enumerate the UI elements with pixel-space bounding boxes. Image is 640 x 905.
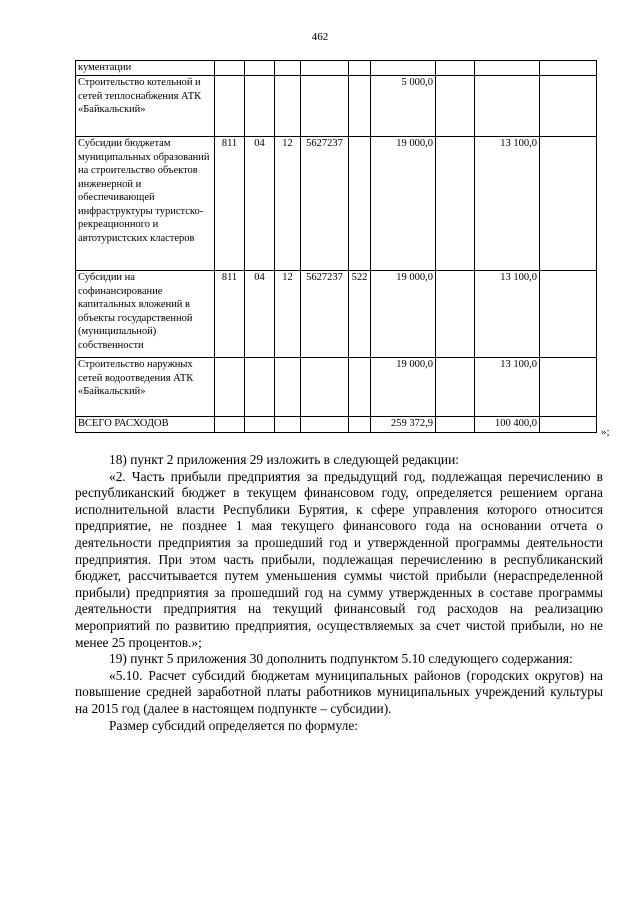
row-name-cell: Строительство котельной и сетей теплоснабжения АТК «Байкальский» xyxy=(76,76,215,137)
table-cell-c2: 04 xyxy=(245,137,275,271)
table-cell-v2 xyxy=(475,76,540,137)
table-cell-c1: 811 xyxy=(215,137,245,271)
row-name-cell: Субсидии бюджетам муниципальных образований на строительство объектов инженерной и обеспечивающей инфраструктуры туристско-рекреационного и автотуристских кластеров xyxy=(76,137,215,271)
table-cell-empty xyxy=(436,61,475,76)
table-cell-c2: 04 xyxy=(245,271,275,358)
table-cell-v1: 19 000,0 xyxy=(371,358,436,417)
table-cell-c1: 811 xyxy=(215,271,245,358)
table-cell-c3 xyxy=(275,417,301,433)
table-cell-v1: 5 000,0 xyxy=(371,76,436,137)
paragraph: «5.10. Расчет субсидий бюджетам муниципальных районов (городских округов) на повышение средней заработной платы работников муниципальных учреждений культуры на 2015 год (далее в настоящем подпункте – субсидии). xyxy=(75,667,603,716)
row-name-cell: кументации xyxy=(76,61,215,76)
paragraph: Размер субсидий определяется по формуле: xyxy=(109,717,358,733)
budget-table xyxy=(75,60,597,433)
table-row xyxy=(76,417,597,433)
body-text xyxy=(75,452,603,734)
table-cell-v1: 19 000,0 xyxy=(371,271,436,358)
table-cell-c4 xyxy=(301,358,349,417)
table-cell-c3 xyxy=(275,76,301,137)
table-cell-c4 xyxy=(301,76,349,137)
table-cell-c2 xyxy=(245,76,275,137)
table-cell-v3 xyxy=(540,417,597,433)
table-cell-c5 xyxy=(349,61,371,76)
table-cell-v3 xyxy=(540,76,597,137)
table-closing-quote: »; xyxy=(601,426,610,438)
table-cell-empty xyxy=(436,76,475,137)
table-cell-v3 xyxy=(540,61,597,76)
paragraph: 19) пункт 5 приложения 30 дополнить подпунктом 5.10 следующего содержания: xyxy=(109,651,573,667)
table-cell-c1 xyxy=(215,417,245,433)
table-cell-empty xyxy=(436,417,475,433)
table-cell-c1 xyxy=(215,358,245,417)
table-cell-c4 xyxy=(301,417,349,433)
table-cell-v2: 100 400,0 xyxy=(475,417,540,433)
paragraph: «2. Часть прибыли предприятия за предыдущий год, подлежащая перечислению в республиканский бюджет в текущем финансовом году, определяется решением органа исполнительной власти Республики Бурятия, к сфере управления которого относится предприятие, не позднее 1 мая текущего финансового года на основании отчета о деятельности предприятия за прошедший год и утвержденной программы деятельности предприятия. При этом часть прибыли, подлежащая перечислению в республиканский бюджет, рассчитывается путем уменьшения суммы чистой прибыли (нераспределенной прибыли) предприятия за прошедший год на сумму утвержденных в составе программы деятельности предприятия на текущий финансовый год расходов на реализацию мероприятий по развитию предприятия, осуществляемых за счет чистой прибыли, но не менее 25 процентов.»; xyxy=(75,468,603,650)
table-cell-c1 xyxy=(215,76,245,137)
table-cell-c5 xyxy=(349,137,371,271)
table-row xyxy=(76,76,597,137)
table-cell-c2 xyxy=(245,417,275,433)
table-cell-v1: 259 372,9 xyxy=(371,417,436,433)
table-cell-v2 xyxy=(475,61,540,76)
table-cell-c2 xyxy=(245,61,275,76)
table-cell-empty xyxy=(436,358,475,417)
table-row xyxy=(76,271,597,358)
row-name-cell: Строительство наружных сетей водоотведения АТК «Байкальский» xyxy=(76,358,215,417)
row-name-cell: ВСЕГО РАСХОДОВ xyxy=(76,417,215,433)
table-cell-c2 xyxy=(245,358,275,417)
table-cell-v3 xyxy=(540,137,597,271)
table-row xyxy=(76,61,597,76)
table-row xyxy=(76,358,597,417)
table-cell-c5 xyxy=(349,358,371,417)
table-cell-v2: 13 100,0 xyxy=(475,271,540,358)
table-cell-c3 xyxy=(275,61,301,76)
table-cell-c5: 522 xyxy=(349,271,371,358)
table-cell-v2: 13 100,0 xyxy=(475,358,540,417)
table-cell-v3 xyxy=(540,271,597,358)
table-cell-c4: 5627237 xyxy=(301,271,349,358)
table-row xyxy=(76,137,597,271)
table-cell-v1 xyxy=(371,61,436,76)
table-cell-c3: 12 xyxy=(275,271,301,358)
row-name-cell: Субсидии на софинансирование капитальных вложений в объекты государственной (муниципальной) собственности xyxy=(76,271,215,358)
table-cell-v2: 13 100,0 xyxy=(475,137,540,271)
table-cell-v3 xyxy=(540,358,597,417)
table-cell-c5 xyxy=(349,76,371,137)
table-cell-c4: 5627237 xyxy=(301,137,349,271)
table-cell-c3 xyxy=(275,358,301,417)
table-cell-empty xyxy=(436,137,475,271)
page-number: 462 xyxy=(311,31,329,43)
table-cell-c3: 12 xyxy=(275,137,301,271)
table-cell-c5 xyxy=(349,417,371,433)
paragraph: 18) пункт 2 приложения 29 изложить в следующей редакции: xyxy=(109,452,459,467)
table-cell-v1: 19 000,0 xyxy=(371,137,436,271)
table-cell-c1 xyxy=(215,61,245,76)
table-cell-c4 xyxy=(301,61,349,76)
table-cell-empty xyxy=(436,271,475,358)
